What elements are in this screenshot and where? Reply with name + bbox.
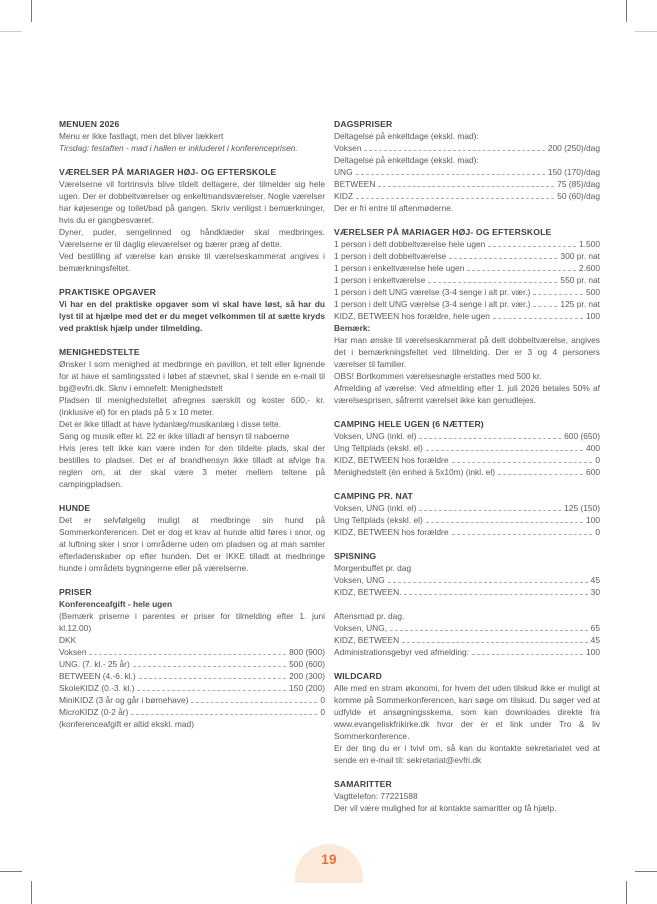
price-value: 200 (300) [289, 671, 325, 681]
price-value: 500 (600) [289, 659, 325, 669]
dotted-leader [533, 294, 583, 295]
dotted-leader [390, 630, 588, 631]
price-row [334, 514, 600, 526]
section-camping-hele-ugen [334, 418, 600, 478]
price-value: 500 [586, 287, 600, 297]
price-row [59, 670, 325, 682]
price-label: Ung Teltplads (ekskl. el) [334, 515, 423, 525]
price-label: 1 person i enkeltværelse hele ugen [334, 263, 465, 273]
section-samaritter [334, 778, 600, 814]
paragraph: Det er ikke tilladt at have lydanlæg/musikanlæg i disse telte. [59, 419, 282, 429]
price-label: 1 person i delt UNG værelse (3-4 senge i alt pr. vær.) [334, 287, 531, 297]
price-label: Voksen [334, 143, 362, 153]
dotted-leader [533, 306, 557, 307]
dotted-leader [467, 270, 576, 271]
price-value: 0 [595, 455, 600, 465]
price-row [334, 166, 600, 178]
crop-mark-top-right-vertical [626, 0, 627, 22]
price-row [334, 646, 600, 658]
paragraph: Afmelding af værelse: Ved afmelding efter 1. juli 2026 betales 50% af værelsesprisen, såfremt værelset ikke kan genudlejes. [334, 383, 600, 405]
dotted-leader [139, 678, 286, 679]
crop-mark-top-left-horizontal [0, 31, 22, 32]
section-dagspriser [334, 118, 600, 214]
section-heading: PRISER [59, 587, 92, 597]
dotted-leader [419, 438, 561, 439]
price-label: UNG [334, 167, 353, 177]
section-hunde [59, 502, 325, 574]
price-row [59, 694, 325, 706]
paragraph: Har man ønske til værelseskammerat på delt dobbeltværelse, angives det i bemærkningsfeltet ved tilmelding. Der er 3 og 4 personers værelser til familier. [334, 335, 600, 369]
page-number: 19 [321, 852, 337, 867]
price-row [334, 526, 600, 538]
price-value: 800 (900) [289, 647, 325, 657]
dotted-leader [404, 594, 587, 595]
price-row [334, 586, 600, 598]
price-label: SkoleKIDZ (0.-3. kl.) [59, 683, 135, 693]
price-label: KIDZ, BETWEEN hos forældre, hele ugen [334, 311, 490, 321]
price-value: 600 [586, 467, 600, 477]
price-value: 100 [586, 647, 600, 657]
price-label: KIDZ, BETWEEN hos forældre [334, 527, 449, 537]
paragraph: Hvis jeres telt ikke kan være inden for den tildelte plads, skal der bestilles to pladser. Det er af brandhensyn ikke tilladt at afvige fra reglen om, at der skal være 3 meter mellem teltene på campingpladsen. [59, 443, 325, 489]
dotted-leader [498, 474, 583, 475]
spacer [334, 598, 600, 610]
dotted-leader [426, 450, 583, 451]
crop-mark-bottom-right-horizontal [635, 871, 657, 872]
section-spisning [334, 550, 600, 658]
price-label: Voksen, UNG, [334, 623, 388, 633]
dotted-leader [364, 150, 544, 151]
section-praktiske-opgaver [59, 286, 325, 334]
price-label: Administrationsgebyr ved afmelding: [334, 647, 469, 657]
dotted-leader [426, 522, 583, 523]
bold-text: Konferenceafgift - hele ugen [59, 599, 173, 609]
dotted-leader [488, 246, 576, 247]
price-row [334, 574, 600, 586]
section-heading: PRAKTISKE OPGAVER [59, 287, 156, 297]
price-label: Voksen, UNG (inkl. el) [334, 503, 417, 513]
paragraph: Der vil være mulighed for at kontakte samaritter og få hjælp. [334, 803, 557, 813]
section-heading: SAMARITTER [334, 779, 392, 789]
paragraph: Menu er ikke fastlagt, men det bliver lækkert [59, 131, 224, 141]
price-row [334, 466, 600, 478]
dotted-leader [378, 186, 554, 187]
price-value: 50 (60)/dag [557, 191, 600, 201]
dotted-leader [356, 174, 545, 175]
paragraph: Værelserne vil fortrinsvis blive tildelt deltagere, der tilmelder sig hele ugen. Der er dobbeltværelser og enkeltmandsværelser. Nogle værelser har køjesenge og toilet/bad på gangen. Skriv venligst i bemærkninger, hvis du er gangbesværet. [59, 179, 325, 225]
section-heading: WILDCARD [334, 671, 382, 681]
dotted-leader [133, 666, 286, 667]
price-label: 1 person i enkeltværelse [334, 275, 426, 285]
crop-mark-top-right-horizontal [635, 31, 657, 32]
section-vaerelser-priser [334, 226, 600, 406]
price-row [334, 250, 600, 262]
price-label: BETWEEN [334, 179, 376, 189]
dotted-leader [452, 462, 593, 463]
crop-mark-bottom-right-vertical [626, 881, 627, 904]
price-value: 150 (200) [289, 683, 325, 693]
paragraph: DKK [59, 635, 77, 645]
price-row [59, 706, 325, 718]
paragraph: Er der ting du er i tvivl om, så kan du kontakte sekretariatet ved at sende en e-mail til: sekretariat@evfri.dk [334, 743, 600, 765]
paragraph: Alle med en stram økonomi, for hvem det uden tilskud ikke er muligt at komme på Sommerkonferencen, kan søge om tilskud. Du søger ved at udfylde et ansøgningsskema, som kan downloades direkte fra www.evangeliskfrikirke.dk hvor der er et link under Tro & liv Sommerkonference. [334, 683, 600, 741]
price-row [59, 682, 325, 694]
paragraph: Det er selvfølgelig muligt at medbringe sin hund på Sommerkonferencen. Det er dog et krav at hunde altid føres i snor, og at luftning sker i snor i områderne uden om pladsen og at man samler efterladenskaber op efter hunden. Det er IKKE tilladt at medbringe hunde i områdets bygningerne eller på værelserne. [59, 515, 325, 573]
price-label: MiniKIDZ (3 år og går i børnehave) [59, 695, 189, 705]
price-label: KIDZ, BETWEEN. [334, 587, 402, 597]
price-value: 200 (250)/dag [547, 143, 600, 153]
price-row [334, 430, 600, 442]
price-label: KIDZ, BETWEEN hos forældre [334, 455, 449, 465]
price-value: 75 (85)/dag [557, 179, 600, 189]
dotted-leader [131, 714, 317, 715]
price-label: KIDZ, BETWEEN [334, 635, 400, 645]
paragraph: Aftensmad pr. dag. [334, 611, 405, 621]
price-row [334, 286, 600, 298]
price-value: 300 pr. nat [560, 251, 600, 261]
price-value: 65 [590, 623, 600, 633]
dotted-leader [191, 702, 317, 703]
price-label: 1 person i delt dobbeltværelse [334, 251, 447, 261]
section-camping-pr-nat [334, 490, 600, 538]
price-value: 2.600 [579, 263, 600, 273]
price-value: 45 [590, 635, 600, 645]
dotted-leader [452, 534, 593, 535]
section-menighedstelte [59, 346, 325, 490]
paragraph: Morgenbuffet pr. dag [334, 563, 412, 573]
price-label: Menighedstelt (én enhed à 5x10m) (inkl. el) [334, 467, 496, 477]
price-row [334, 298, 600, 310]
price-row [334, 454, 600, 466]
section-heading: DAGSPRISER [334, 119, 393, 129]
price-value: 125 pr. nat [560, 299, 600, 309]
bold-text: Bemærk: [334, 323, 371, 333]
paragraph: OBS! Bortkommen værelsesnøgle erstattes med 500 kr. [334, 371, 542, 381]
section-menuen [59, 118, 325, 154]
crop-mark-bottom-left-vertical [31, 881, 32, 904]
page-number-badge [295, 844, 363, 883]
italic-text: Tirsdag: festaften - mad i hallen er inkluderet i konferenceprisen. [59, 143, 298, 153]
dotted-leader [402, 642, 588, 643]
paragraph: Vagttelefon: 77221588 [334, 791, 418, 801]
paragraph: Ved bestilling af værelse kan ønske til værelseskammerat angives i bemærkningsfeltet. [59, 251, 325, 273]
price-value: 550 pr. nat [560, 275, 600, 285]
price-value: 125 (150) [564, 503, 600, 513]
section-heading: CAMPING HELE UGEN (6 NÆTTER) [334, 419, 484, 429]
price-label: UNG. (7. kl.- 25 år) [59, 659, 130, 669]
section-heading: VÆRELSER PÅ MARIAGER HØJ- OG EFTERSKOLE [334, 227, 552, 237]
price-row [334, 178, 600, 190]
dotted-leader [356, 198, 554, 199]
price-row [334, 190, 600, 202]
dotted-leader [428, 282, 557, 283]
price-label: BETWEEN (4.-6. kl.) [59, 671, 136, 681]
price-row [334, 238, 600, 250]
price-value: 100 [586, 515, 600, 525]
dotted-leader [137, 690, 286, 691]
price-label: Ung Teltplads (ekskl. el) [334, 443, 423, 453]
section-priser [59, 586, 325, 730]
dotted-leader [419, 510, 561, 511]
price-label: Voksen [59, 647, 87, 657]
paragraph: Deltagelse på enkeltdage (ekskl. mad): [334, 155, 479, 165]
price-value: 30 [590, 587, 600, 597]
paragraph: (konferenceafgift er altid ekskl. mad) [59, 719, 194, 729]
price-row [334, 142, 600, 154]
price-value: 600 (650) [564, 431, 600, 441]
bold-text: Vi har en del praktiske opgaver som vi skal have løst, så har du lyst til at hjælpe med det er du meget velkommen til at sætte kryds ved praktisk hjælp under tilmelding. [59, 299, 325, 333]
price-label: 1 person i delt dobbeltværelse hele ugen [334, 239, 486, 249]
price-row [334, 262, 600, 274]
price-value: 100 [586, 311, 600, 321]
paragraph: Der er fri entre til aftenmøderne. [334, 203, 454, 213]
section-vaerelser-info [59, 166, 325, 274]
price-label: 1 person i delt UNG værelse (3-4 senge i alt pr. vær.) [334, 299, 531, 309]
paragraph: Ønsker I som menighed at medbringe en pavillon, et telt eller lignende for at have et samlingssted i løbet af stævnet, skal I sende en e-mail til bg@evfri.dk. Skriv i emnefelt: Menighedstelt [59, 359, 325, 393]
paragraph: (Bemærk priserne i parentes er priser for tilmelding efter 1. juni kl.12.00) [59, 611, 325, 633]
right-column [334, 118, 600, 814]
section-heading: MENUEN 2026 [59, 119, 120, 129]
price-row [334, 622, 600, 634]
section-heading: MENIGHEDSTELTE [59, 347, 140, 357]
price-value: 0 [320, 695, 325, 705]
price-row [334, 310, 600, 322]
dotted-leader [449, 258, 557, 259]
paragraph: Dyner, puder, sengelinned og håndklæder skal medbringes. Værelserne er til daglig eleværelser og bærer præg af dette. [59, 227, 325, 249]
price-label: MicroKIDZ (0-2 år) [59, 707, 129, 717]
price-value: 150 (170)/dag [547, 167, 600, 177]
price-row [334, 634, 600, 646]
left-column [59, 118, 325, 730]
dotted-leader [388, 582, 588, 583]
price-label: Voksen, UNG [334, 575, 385, 585]
paragraph: Deltagelse på enkeltdage (ekskl. mad): [334, 131, 479, 141]
price-label: KIDZ [334, 191, 354, 201]
price-row [59, 646, 325, 658]
dotted-leader [89, 654, 286, 655]
price-value: 1.500 [579, 239, 600, 249]
price-value: 45 [590, 575, 600, 585]
paragraph: Pladsen til menighedsteltet afregnes særskilt og koster 600,- kr. (inklusive el) for en plads på 5 x 10 meter. [59, 395, 325, 417]
price-row [334, 274, 600, 286]
dotted-leader [493, 318, 583, 319]
section-heading: HUNDE [59, 503, 91, 513]
price-row [59, 658, 325, 670]
dotted-leader [472, 654, 583, 655]
price-row [334, 502, 600, 514]
section-wildcard [334, 670, 600, 766]
crop-mark-top-left-vertical [31, 0, 32, 22]
paragraph: Sang og musik efter kl. 22 er ikke tilladt af hensyn til naboerne [59, 431, 290, 441]
crop-mark-bottom-left-horizontal [0, 871, 22, 872]
price-value: 400 [586, 443, 600, 453]
section-heading: SPISNING [334, 551, 377, 561]
section-heading: VÆRELSER PÅ MARIAGER HØJ- OG EFTERSKOLE [59, 167, 277, 177]
price-label: Voksen, UNG (inkl. el) [334, 431, 417, 441]
price-value: 0 [320, 707, 325, 717]
price-row [334, 442, 600, 454]
section-heading: CAMPING PR. NAT [334, 491, 413, 501]
price-value: 0 [595, 527, 600, 537]
